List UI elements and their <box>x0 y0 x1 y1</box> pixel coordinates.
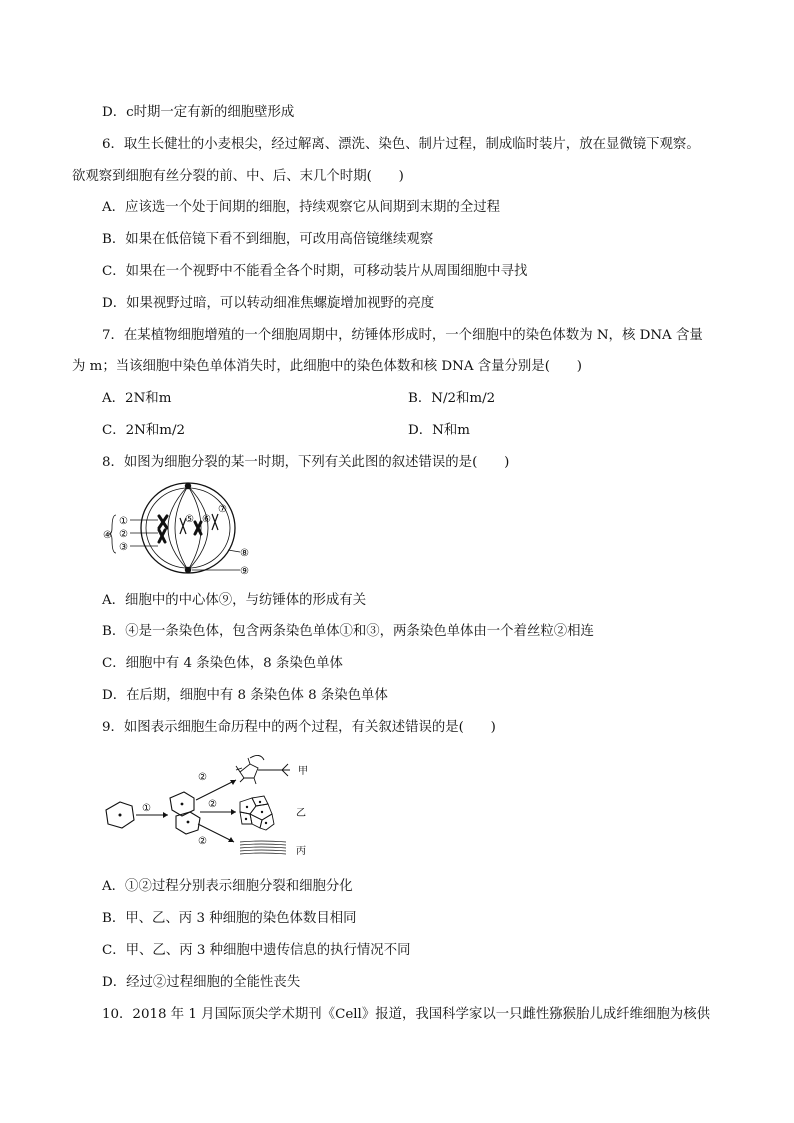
label-3: ③ <box>119 542 128 553</box>
q7-option-a: A．2N和m <box>102 391 172 406</box>
q10-stem-line1: 10．2018 年 1 月国际顶尖学术期刊《Cell》报道，我国科学家以一只雌性猕猴胎儿成纤维细胞为核供 <box>102 1007 710 1022</box>
q7-option-c: C．2N和m/2 <box>102 423 185 438</box>
q8-option-a: A．细胞中的中心体⑨，与纺锤体的形成有关 <box>102 593 367 608</box>
q6-option-a: A．应该选一个处于间期的细胞，持续观察它从间期到末期的全过程 <box>102 200 500 215</box>
label-8: ⑧ <box>240 548 249 559</box>
q8-stem: 8．如图为细胞分裂的某一时期，下列有关此图的叙述错误的是( ) <box>102 455 510 470</box>
process-1-label: ① <box>142 803 151 814</box>
cell-division-figure <box>100 478 270 580</box>
label-9: ⑨ <box>240 566 249 577</box>
process-2-label-bottom: ② <box>198 836 207 847</box>
q7-option-b: B．N/2和m/2 <box>408 391 496 406</box>
q6-option-b: B．如果在低倍镜下看不到细胞，可改用高倍镜继续观察 <box>102 232 434 247</box>
q5-option-d: D．c时期一定有新的细胞壁形成 <box>102 105 295 120</box>
label-1: ① <box>119 516 128 527</box>
q6-stem-line2: 欲观察到细胞有丝分裂的前、中、后、末几个时期( ) <box>72 169 404 184</box>
cell-yi-label: 乙 <box>296 808 306 819</box>
process-2-label-mid: ② <box>208 799 217 810</box>
q8-option-b: B．④是一条染色体，包含两条染色单体①和③，两条染色单体由一个着丝粒②相连 <box>102 624 594 639</box>
q8-option-d: D．在后期，细胞中有 8 条染色体 8 条染色单体 <box>102 688 388 703</box>
q9-option-c: C．甲、乙、丙 3 种细胞中遗传信息的执行情况不同 <box>102 943 411 958</box>
q6-stem-line1: 6．取生长健壮的小麦根尖，经过解离、漂洗、染色、制片过程，制成临时装片，放在显微镜下观察。 <box>102 137 700 152</box>
label-6: ⑥ <box>202 514 211 525</box>
q7-stem-line2: 为 m；当该细胞中染色单体消失时，此细胞中的染色体数和核 DNA 含量分别是( ) <box>72 359 582 374</box>
q9-option-b: B．甲、乙、丙 3 种细胞的染色体数目相同 <box>102 911 357 926</box>
q8-option-c: C．细胞中有 4 条染色体，8 条染色单体 <box>102 656 343 671</box>
q7-option-d: D．N和m <box>408 423 470 438</box>
q6-option-c: C．如果在一个视野中不能看全各个时期，可移动装片从周围细胞中寻找 <box>102 264 528 279</box>
label-2: ② <box>119 529 128 540</box>
q7-stem-line1: 7．在某植物细胞增殖的一个细胞周期中，纺锤体形成时，一个细胞中的染色体数为 N，核 DNA 含量 <box>102 328 703 343</box>
cell-jia-label: 甲 <box>298 766 308 777</box>
q9-option-a: A．①②过程分别表示细胞分裂和细胞分化 <box>102 879 353 894</box>
q9-stem: 9．如图表示细胞生命历程中的两个过程，有关叙述错误的是( ) <box>102 720 496 735</box>
q9-option-d: D．经过②过程细胞的全能性丧失 <box>102 975 301 990</box>
q6-option-d: D．如果视野过暗，可以转动细准焦螺旋增加视野的亮度 <box>102 296 435 311</box>
process-2-label-top: ② <box>198 772 207 783</box>
label-5: ⑤ <box>185 514 194 525</box>
label-4: ④ <box>103 530 112 541</box>
label-7: ⑦ <box>218 504 227 515</box>
cell-differentiation-figure <box>100 744 320 866</box>
cell-bing-label: 丙 <box>296 846 306 857</box>
